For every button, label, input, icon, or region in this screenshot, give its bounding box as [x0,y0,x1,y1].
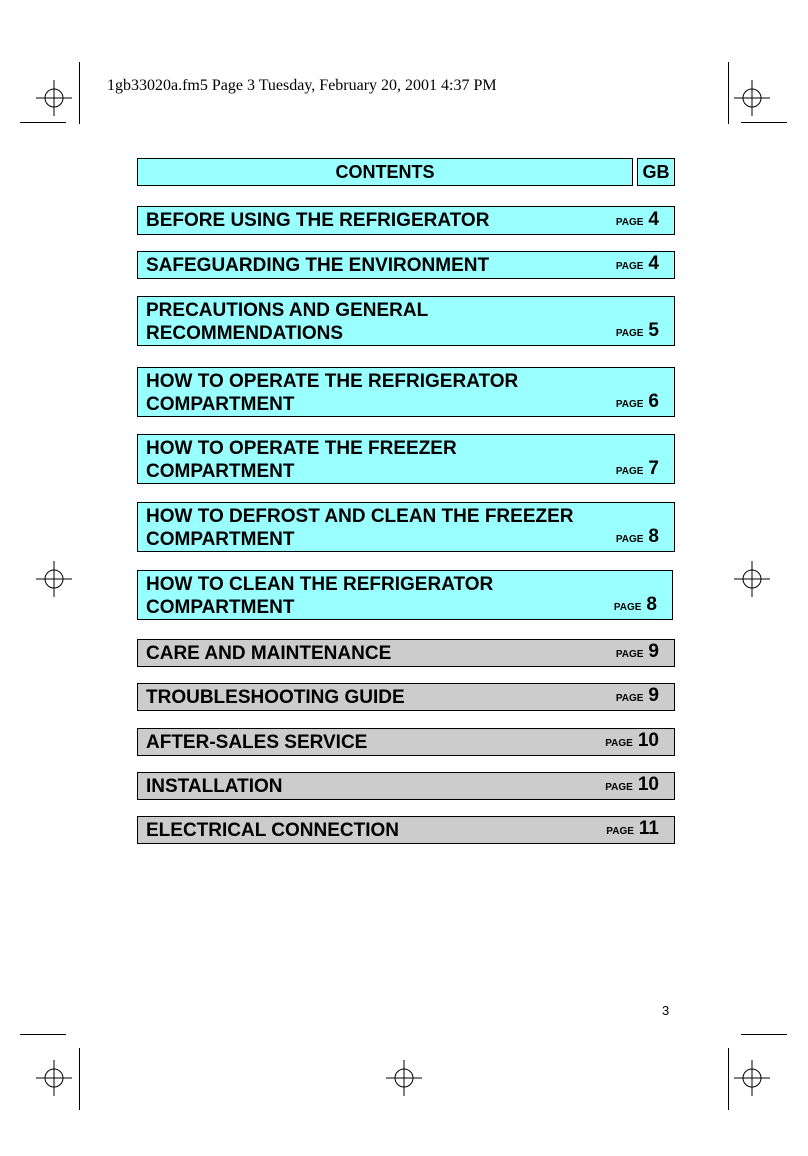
crop-mark [741,122,787,123]
crop-mark [728,1048,729,1110]
contents-heading [137,158,633,186]
registration-mark-icon [36,1060,72,1096]
crop-mark [728,62,729,124]
toc-entry-title: AFTER-SALES SERVICE [146,732,368,753]
toc-entry-title: TROUBLESHOOTING GUIDE [146,687,405,708]
toc-entry[interactable] [137,772,675,800]
toc-entry-title: HOW TO OPERATE THE REFRIGERATOR COMPARTMENT [146,371,519,415]
toc-entry-title: CARE AND MAINTENANCE [146,643,392,664]
crop-mark [79,62,80,124]
toc-entry-title: HOW TO DEFROST AND CLEAN THE FREEZER COMPARTMENT [146,506,574,550]
print-header: 1gb33020a.fm5 Page 3 Tuesday, February 20, 2001 4:37 PM [107,77,497,94]
toc-entry-title: PRECAUTIONS AND GENERAL RECOMMENDATIONS [146,300,429,344]
toc-entry[interactable] [137,251,675,279]
toc-entry-page: PAGE 9 [615,641,659,662]
page-number: 3 [662,1003,670,1018]
toc-entry-page: PAGE 8 [613,594,657,615]
toc-entry[interactable] [137,816,675,844]
toc-entry-page: PAGE 4 [615,253,659,274]
toc-entry-title: HOW TO OPERATE THE FREEZER COMPARTMENT [146,438,457,482]
toc-entry-title: ELECTRICAL CONNECTION [146,820,399,841]
toc-entry[interactable] [137,367,675,417]
toc-entry-page: PAGE 7 [615,458,659,479]
registration-mark-icon [36,80,72,116]
toc-entry-page: PAGE 8 [615,526,659,547]
registration-mark-icon [734,80,770,116]
toc-entry[interactable] [137,639,675,667]
contents-title: CONTENTS [335,161,435,182]
crop-mark [79,1048,80,1110]
toc-entry-page: PAGE 11 [606,818,659,839]
toc-entry[interactable] [137,683,675,711]
toc-entry[interactable] [137,502,675,552]
toc-entry-page: PAGE 6 [615,391,659,412]
toc-entry-page: PAGE 4 [615,209,659,230]
crop-mark [741,1034,787,1035]
registration-mark-icon [36,561,72,597]
toc-entry[interactable] [137,206,675,235]
registration-mark-icon [386,1060,422,1096]
registration-mark-icon [734,1060,770,1096]
toc-entry[interactable] [137,434,675,484]
toc-entry-title: INSTALLATION [146,776,283,797]
toc-entry-page: PAGE 10 [605,774,659,795]
toc-entry[interactable] [137,296,675,346]
toc-entry-title: HOW TO CLEAN THE REFRIGERATOR COMPARTMENT [146,574,494,618]
crop-mark [20,1034,66,1035]
toc-entry[interactable] [137,728,675,756]
toc-entry[interactable] [137,570,673,620]
language-badge: GB [637,158,675,186]
toc-entry-title: BEFORE USING THE REFRIGERATOR [146,210,490,231]
crop-mark [20,122,66,123]
toc-entry-page: PAGE 5 [615,320,659,341]
registration-mark-icon [734,561,770,597]
toc-entry-page: PAGE 9 [615,685,659,706]
toc-entry-page: PAGE 10 [605,730,659,751]
toc-entry-title: SAFEGUARDING THE ENVIRONMENT [146,255,490,276]
